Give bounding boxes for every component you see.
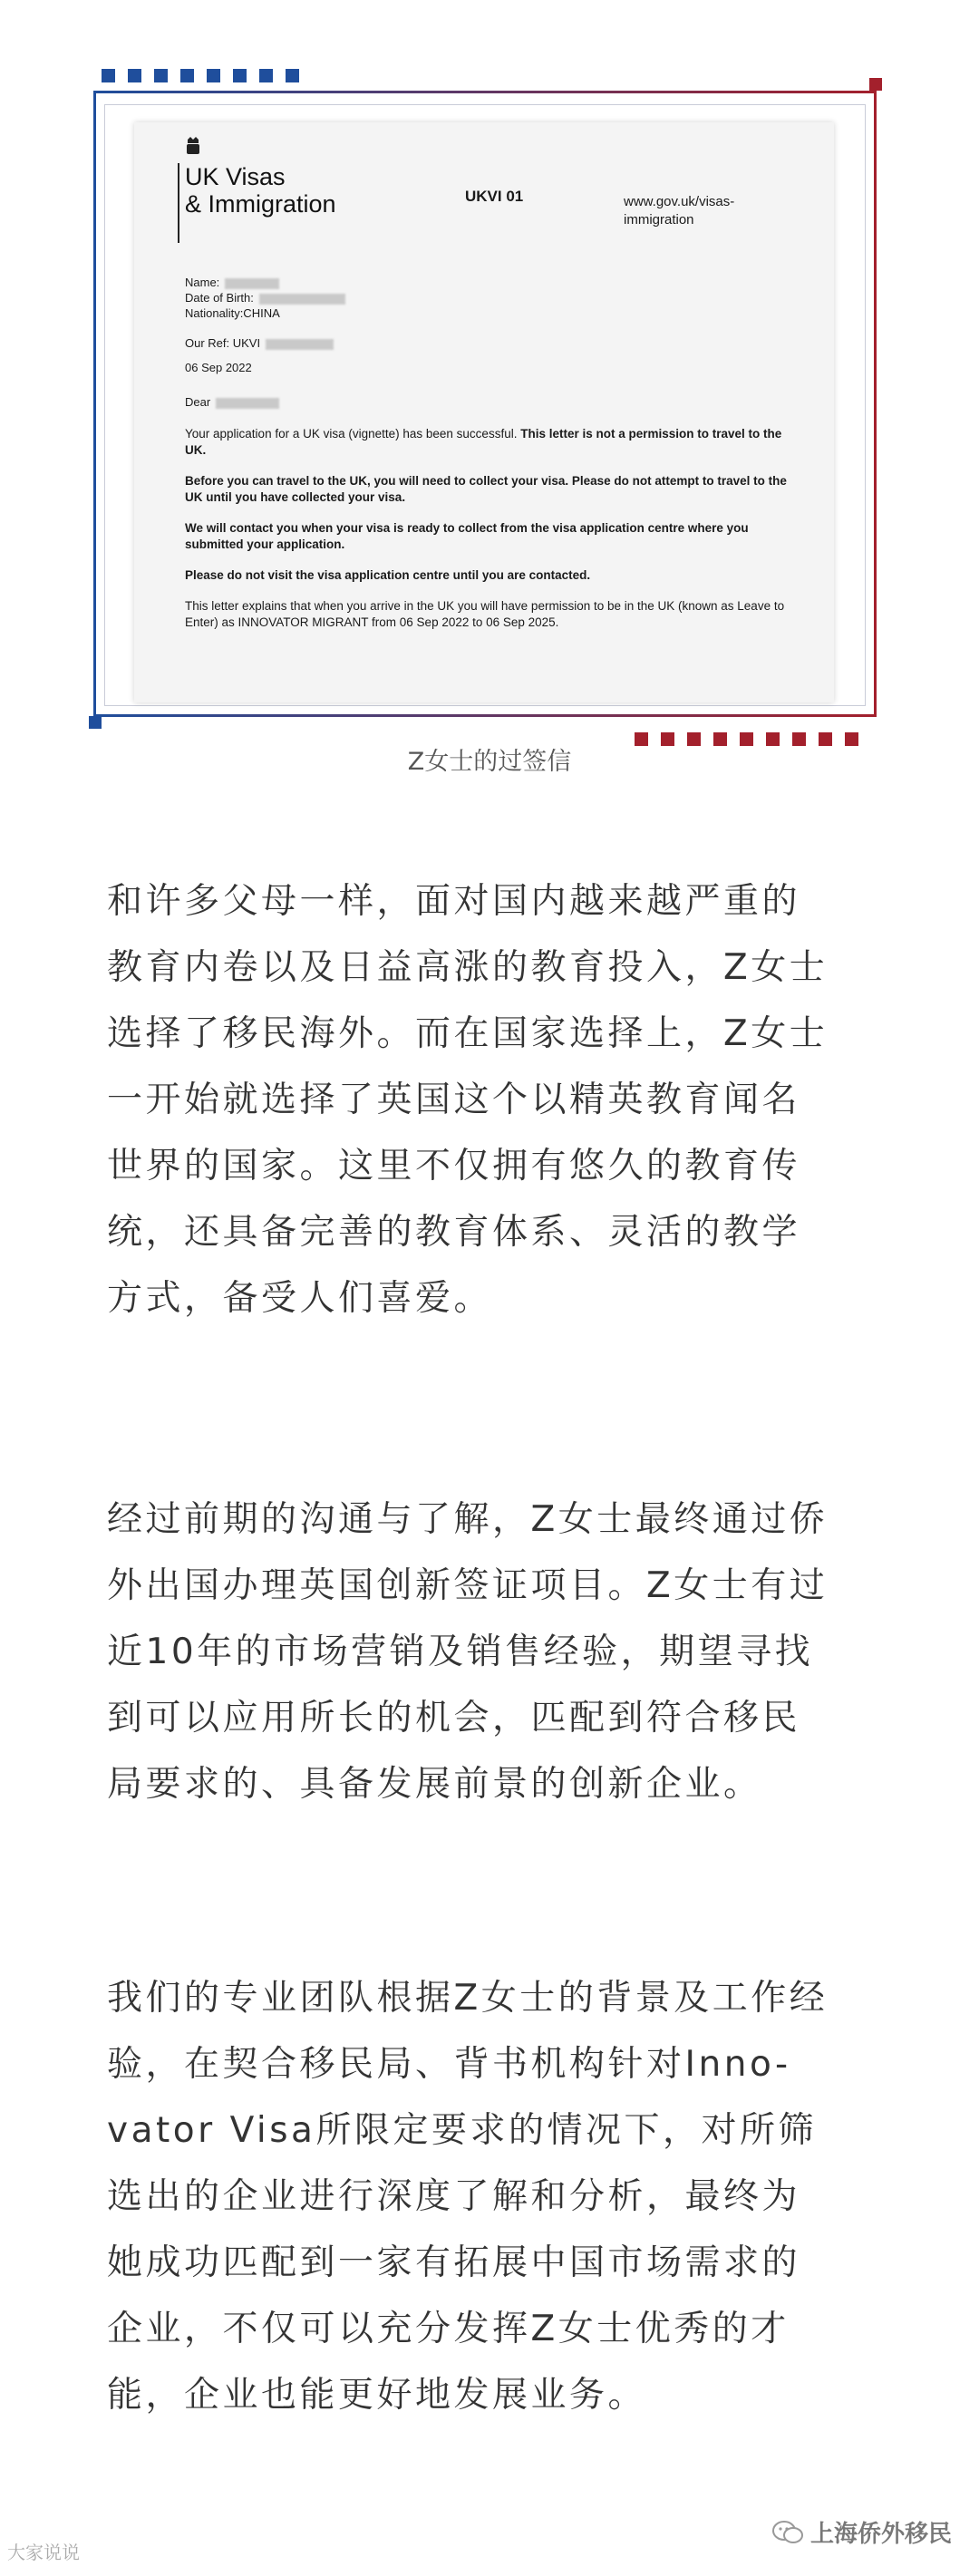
brand-divider xyxy=(178,163,179,243)
redaction xyxy=(259,294,345,305)
article-paragraph-2 xyxy=(107,1487,873,1817)
text-line: 世界的国家。这里不仅拥有悠久的教育传 xyxy=(107,1146,801,1186)
watermark-right-text: 上海侨外移民 xyxy=(809,2521,952,2548)
wechat-icon xyxy=(772,2520,803,2545)
text-line: 到可以应用所长的机会，匹配到符合移民 xyxy=(107,1698,801,1738)
text-line: 局要求的、具备发展前景的创新企业。 xyxy=(107,1764,762,1805)
ref-label: Our Ref: UKVI xyxy=(185,336,261,350)
visa-letter-image xyxy=(134,122,834,702)
article-paragraph-1 xyxy=(107,868,873,1332)
frame-bottom-line xyxy=(93,714,877,717)
text-line: 和许多父母一样，面对国内越来越严重的 xyxy=(107,881,801,922)
name-line xyxy=(185,275,279,290)
dear-line xyxy=(185,394,279,410)
text-line: 选择了移民海外。而在国家选择上，Z女士 xyxy=(107,1013,829,1054)
text-line: 方式，备受人们喜爱。 xyxy=(107,1278,493,1319)
article-paragraph-3 xyxy=(107,1965,873,2428)
frame-right-line xyxy=(874,91,877,716)
text-line: 统，还具备完善的教育体系、灵活的教学 xyxy=(107,1212,801,1253)
letter-paragraph-2: Before you can travel to the UK, you will need to collect your visa. Please do not attempt to travel to the UK until you have collected your visa. xyxy=(185,474,787,504)
brand-line-2: & Immigration xyxy=(185,190,336,218)
dob-line xyxy=(185,290,345,305)
paragraph-text xyxy=(107,1965,873,2428)
text-line: 我们的专业团队根据Z女士的背景及工作经 xyxy=(107,1978,829,2019)
name-label: Name: xyxy=(185,276,220,289)
nationality-line: Nationality:CHINA xyxy=(185,306,280,320)
paragraph-text xyxy=(107,868,873,1332)
redaction xyxy=(266,339,334,350)
letter-brand xyxy=(185,163,336,218)
form-code: UKVI 01 xyxy=(465,188,524,205)
text-line: 她成功匹配到一家有拓展中国市场需求的 xyxy=(107,2242,801,2283)
p1-bold: This letter is not a permission to travel to the UK. xyxy=(185,427,782,457)
redaction xyxy=(216,398,279,409)
text-line: 验，在契合移民局、背书机构针对Inno- xyxy=(107,2044,791,2085)
letter-paragraph-1 xyxy=(185,426,801,459)
royal-crest-icon xyxy=(184,136,202,156)
image-caption: Z女士的过签信 xyxy=(407,748,572,776)
text-line: 选出的企业进行深度了解和分析，最终为 xyxy=(107,2176,801,2217)
text-line: 能，企业也能更好地发展业务。 xyxy=(107,2375,647,2416)
dob-label: Date of Birth: xyxy=(185,291,254,305)
redaction xyxy=(225,278,279,289)
text-line: 一开始就选择了英国这个以精英教育闻名 xyxy=(107,1080,801,1120)
watermark-left: 大家说说 xyxy=(7,2542,80,2563)
brand-line-1: UK Visas xyxy=(185,163,286,190)
letter-paragraph-3: We will contact you when your visa is ready to collect from the visa application centre where you submitted your application. xyxy=(185,521,749,551)
text-line: 经过前期的沟通与了解，Z女士最终通过侨 xyxy=(107,1499,829,1540)
frame-corner-square-bl xyxy=(89,716,102,729)
gov-url-line-2: immigration xyxy=(624,212,694,228)
frame-top-line xyxy=(93,91,877,93)
text-line: 教育内卷以及日益高涨的教育投入，Z女士 xyxy=(107,947,829,988)
frame-corner-square-tr xyxy=(869,78,882,91)
p1-normal: Your application for a UK visa (vignette) has been successful. xyxy=(185,427,521,441)
gov-url-line-1: www.gov.uk/visas- xyxy=(624,194,735,209)
text-line: 外出国办理英国创新签证项目。Z女士有过 xyxy=(107,1565,829,1606)
dear-label: Dear xyxy=(185,395,211,409)
ref-line xyxy=(185,335,334,351)
letter-paragraph-4: Please do not visit the visa application centre until you are contacted. xyxy=(185,568,591,582)
frame-left-line xyxy=(93,91,96,716)
text-line: vator Visa所限定要求的情况下，对所筛 xyxy=(107,2110,817,2151)
blue-square-row-top xyxy=(102,69,299,82)
watermark-right xyxy=(772,2515,952,2549)
letter-paragraph-5: This letter explains that when you arrive in the UK you will have permission to be in the UK (known as Leave to Enter) as INNOVATOR MIGRANT from 06 Sep 2022 to 06 Sep 2025. xyxy=(185,599,785,629)
text-line: 企业，不仅可以充分发挥Z女士优秀的才 xyxy=(107,2309,790,2349)
gov-url xyxy=(624,193,805,229)
text-line: 近10年的市场营销及销售经验，期望寻找 xyxy=(107,1632,814,1672)
paragraph-text xyxy=(107,1487,873,1817)
letter-date: 06 Sep 2022 xyxy=(185,361,252,374)
